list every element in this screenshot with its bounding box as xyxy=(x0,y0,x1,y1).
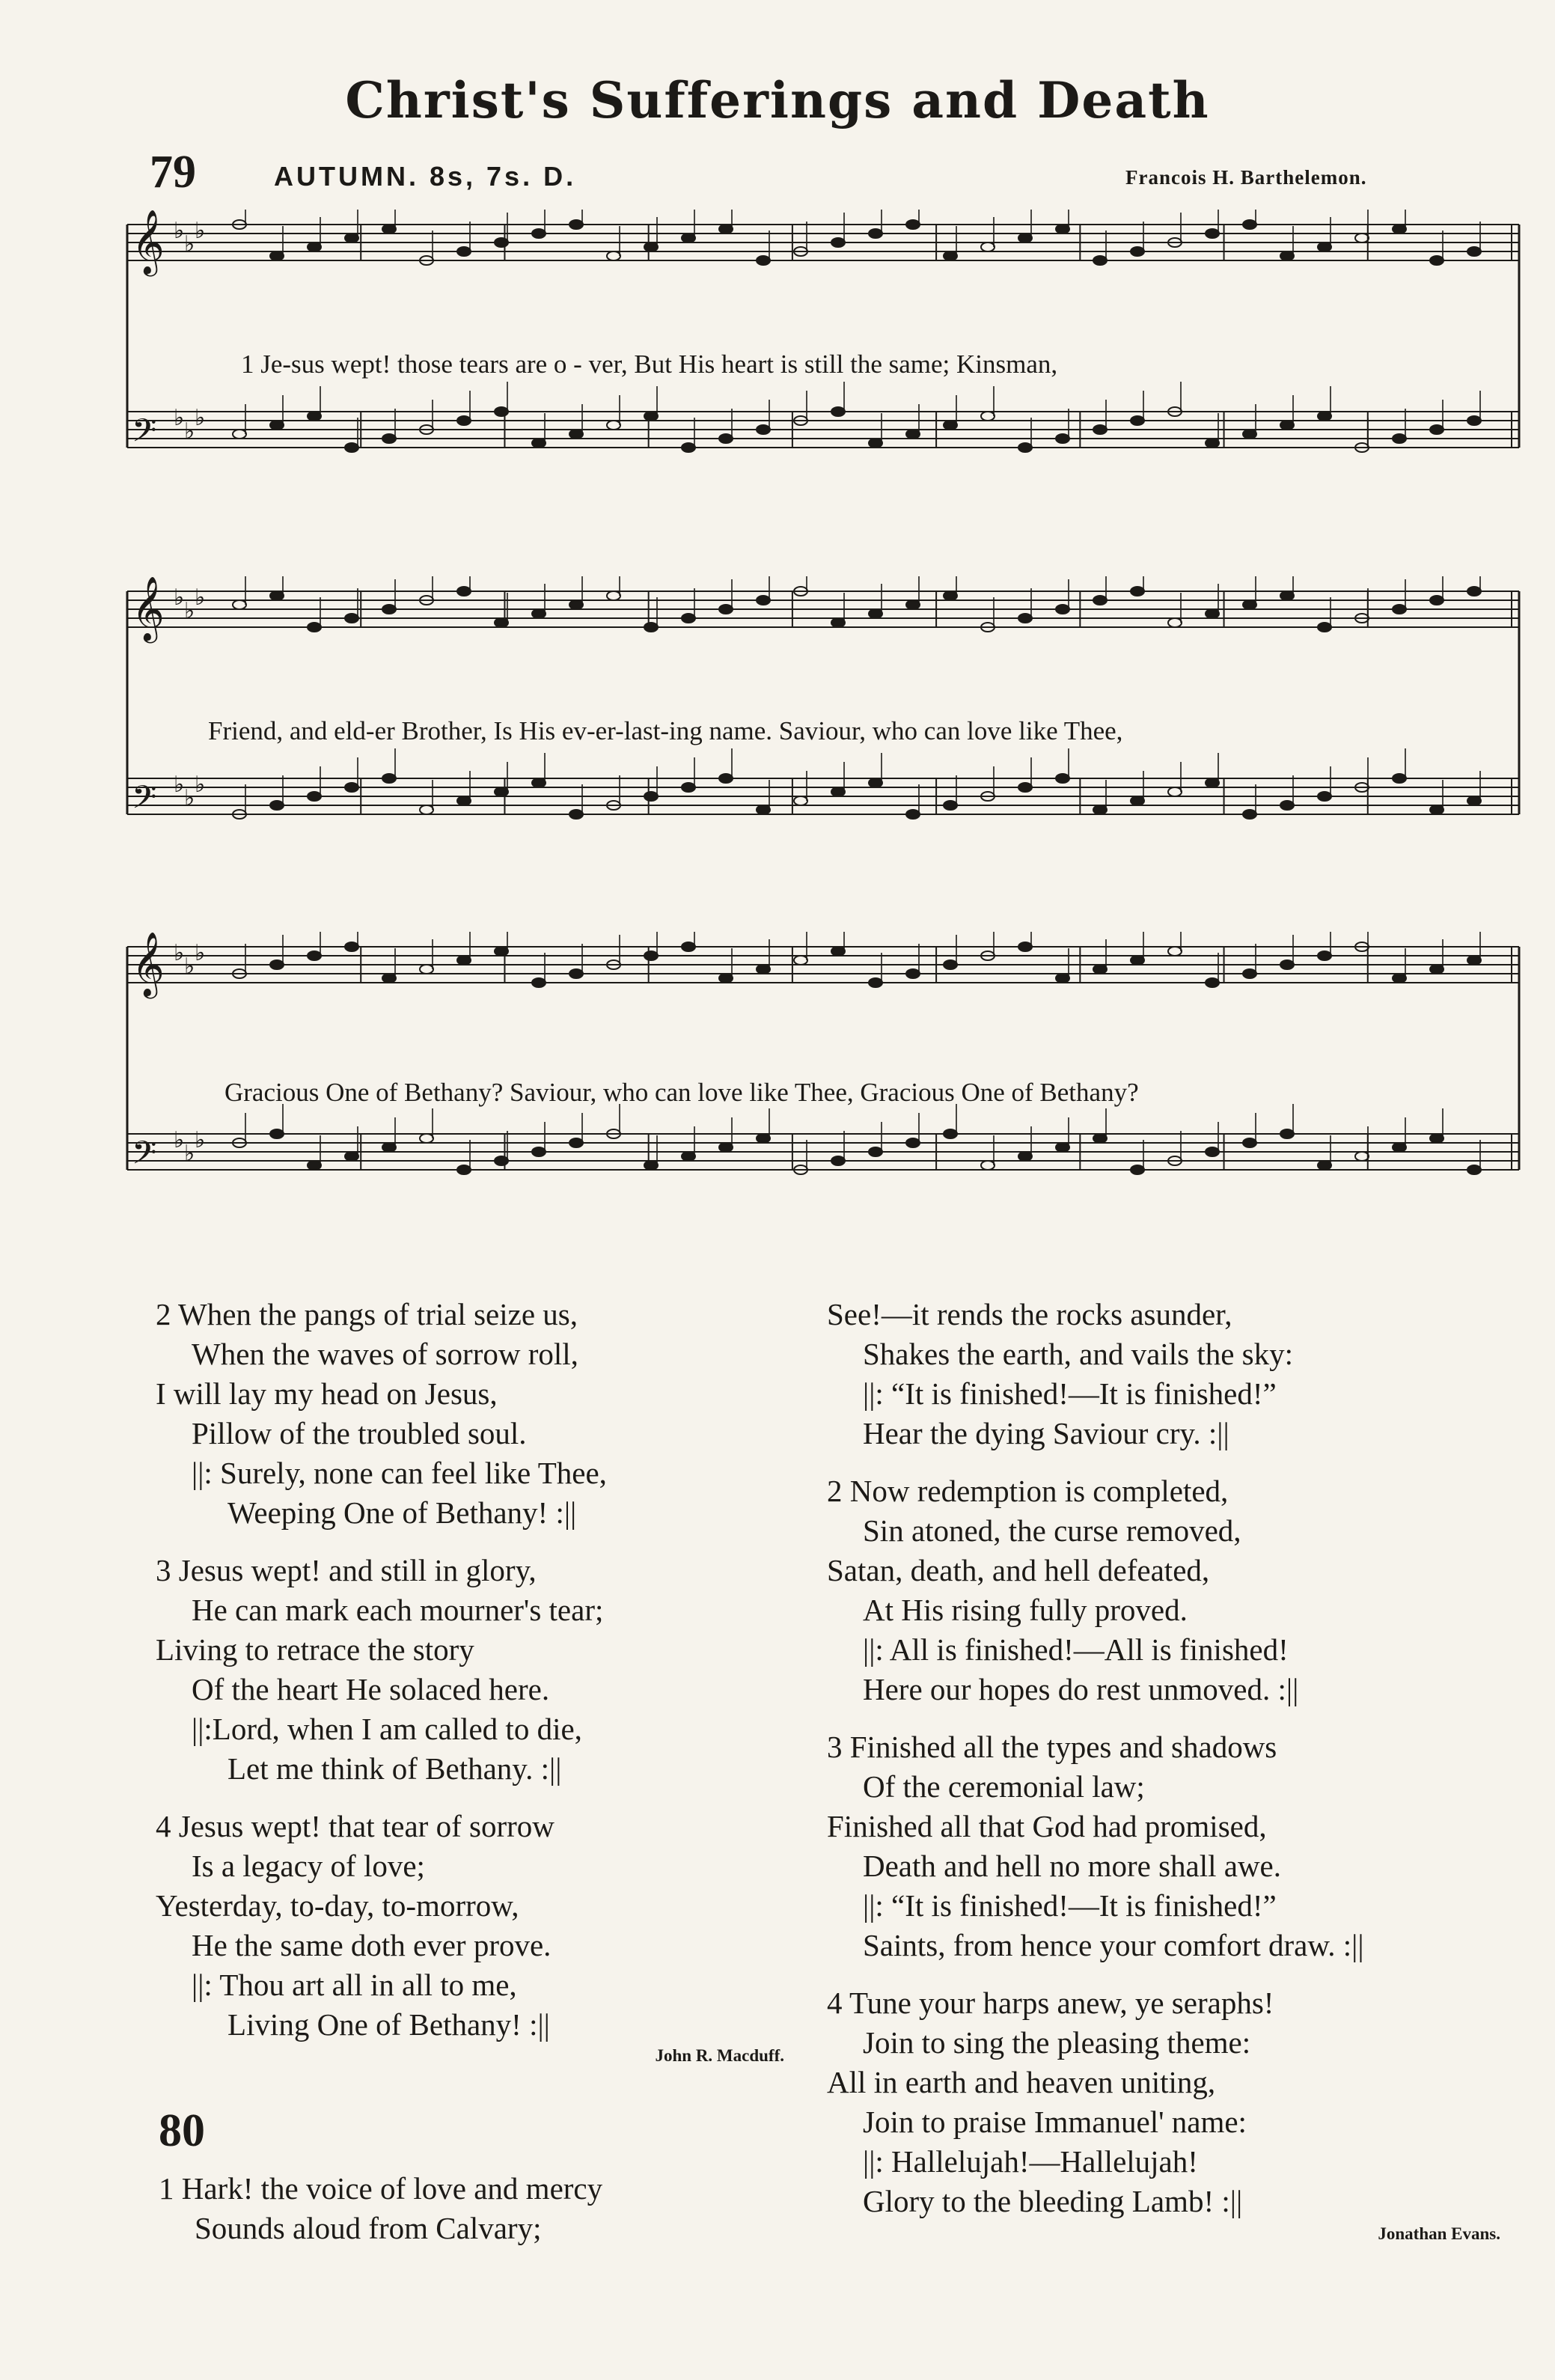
stanza xyxy=(156,1807,784,2075)
verse-line: Hear the dying Saviour cry. :|| xyxy=(863,1416,1229,1450)
verse-line: 3 Finished all the types and shadows xyxy=(827,1730,1277,1764)
verse-line: All in earth and heaven uniting, xyxy=(827,2065,1216,2099)
composer-credit: Francois H. Barthelemon. xyxy=(1125,166,1367,189)
svg-text:♭: ♭ xyxy=(195,941,206,965)
svg-text:𝄞: 𝄞 xyxy=(132,932,165,996)
svg-text:♭: ♭ xyxy=(195,1128,206,1153)
verse-line: ||: All is finished!—All is finished! xyxy=(863,1632,1289,1667)
verse-line: Sounds aloud from Calvary; xyxy=(195,2211,542,2245)
verse-line: He the same doth ever prove. xyxy=(192,1928,552,1962)
verse-line: Saints, from hence your comfort draw. :|| xyxy=(863,1928,1364,1962)
verse-line: Yesterday, to-day, to-morrow, xyxy=(156,1888,519,1923)
svg-text:𝄢: 𝄢 xyxy=(132,1135,157,1180)
verse-line: ||: “It is finished!—It is finished!” xyxy=(863,1888,1277,1923)
svg-text:♭: ♭ xyxy=(195,772,206,797)
svg-text:♭: ♭ xyxy=(195,406,206,430)
verse-line: Living One of Bethany! :|| xyxy=(227,2007,550,2042)
verse-line: Weeping One of Bethany! :|| xyxy=(227,1495,577,1530)
svg-text:♭: ♭ xyxy=(184,1141,195,1166)
svg-text:♭: ♭ xyxy=(184,232,195,257)
verse-line: Death and hell no more shall awe. xyxy=(863,1849,1282,1883)
verse-line: Sin atoned, the curse removed, xyxy=(863,1513,1241,1548)
verse-line: 2 Now redemption is completed, xyxy=(827,1474,1229,1508)
lyric-line-2: Friend, and eld-er Brother, Is His ev-er-last-ing name. Saviour, who can love like Thee, xyxy=(208,716,1123,745)
section-title: Christ's Sufferings and Death xyxy=(345,71,1210,129)
svg-text:♭: ♭ xyxy=(174,772,185,797)
verse-line: See!—it rends the rocks asunder, xyxy=(827,1297,1232,1331)
verse-line: At His rising fully proved. xyxy=(863,1593,1188,1627)
stanza xyxy=(827,1727,1500,1965)
verse-line: ||: “It is finished!—It is finished!” xyxy=(863,1376,1277,1411)
stanza xyxy=(827,1471,1500,1709)
svg-text:𝄢: 𝄢 xyxy=(132,779,157,824)
verse-line: Join to praise Immanuel' name: xyxy=(863,2105,1247,2139)
svg-text:♭: ♭ xyxy=(174,585,185,610)
stanza xyxy=(827,1295,1500,1453)
verse-line: Here our hopes do rest unmoved. :|| xyxy=(863,1672,1299,1706)
hymn-number: 79 xyxy=(150,147,196,198)
verse-line: ||: Hallelujah!—Hallelujah! xyxy=(863,2144,1198,2179)
verse-line: 1 Hark! the voice of love and mercy xyxy=(159,2171,603,2206)
svg-text:♭: ♭ xyxy=(174,406,185,430)
svg-text:♭: ♭ xyxy=(195,219,206,243)
verse-line: ||: Surely, none can feel like Thee, xyxy=(192,1456,607,1490)
hymn80-first-stanza xyxy=(159,2169,787,2248)
verses-right-column xyxy=(827,1295,1500,2271)
music-system-1 xyxy=(120,210,1527,539)
music-system-2 xyxy=(120,576,1527,906)
svg-text:♭: ♭ xyxy=(174,219,185,243)
verse-line: When the waves of sorrow roll, xyxy=(192,1337,578,1371)
verse-line: Glory to the bleeding Lamb! :|| xyxy=(863,2184,1243,2218)
lyric-line-3: Gracious One of Bethany? Saviour, who can love like Thee, Gracious One of Bethany? xyxy=(224,1078,1139,1107)
verse-line: Let me think of Bethany. :|| xyxy=(227,1751,562,1786)
music-system-3 xyxy=(120,932,1527,1261)
stanza xyxy=(156,1551,784,1789)
svg-text:♭: ♭ xyxy=(184,786,195,811)
svg-text:𝄞: 𝄞 xyxy=(132,210,165,274)
author-credit: John R. Macduff. xyxy=(655,2046,784,2065)
svg-text:♭: ♭ xyxy=(184,419,195,444)
verse-line: Pillow of the troubled soul. xyxy=(192,1416,527,1450)
verse-line: Satan, death, and hell defeated, xyxy=(827,1553,1210,1587)
verse-line: 4 Tune your harps anew, ye seraphs! xyxy=(827,1986,1274,2020)
verse-line: Of the heart He solaced here. xyxy=(192,1672,550,1706)
verse-line: ||: Thou art all in all to me, xyxy=(192,1968,517,2002)
verse-line: Living to retrace the story xyxy=(156,1632,474,1667)
verse-line: I will lay my head on Jesus, xyxy=(156,1376,498,1411)
hymn-number-80: 80 xyxy=(159,2105,205,2156)
svg-text:♭: ♭ xyxy=(184,599,195,623)
verse-line: 2 When the pangs of trial seize us, xyxy=(156,1297,578,1331)
verse-line: 4 Jesus wept! that tear of sorrow xyxy=(156,1809,555,1843)
lyric-line-1: 1 Je-sus wept! those tears are o - ver, But His heart is still the same; Kinsman, xyxy=(241,350,1058,379)
verse-line: Shakes the earth, and vails the sky: xyxy=(863,1337,1294,1371)
tune-name: AUTUMN. 8s, 7s. D. xyxy=(274,161,577,192)
verses-left-column xyxy=(156,1295,784,2093)
svg-text:𝄢: 𝄢 xyxy=(132,412,157,457)
svg-text:♭: ♭ xyxy=(184,954,195,979)
svg-text:𝄞: 𝄞 xyxy=(132,576,165,641)
verse-line: 3 Jesus wept! and still in glory, xyxy=(156,1553,537,1587)
author-credit: Jonathan Evans. xyxy=(1378,2224,1500,2243)
verse-line: ||:Lord, when I am called to die, xyxy=(192,1712,582,1746)
verse-line: Of the ceremonial law; xyxy=(863,1769,1145,1804)
verse-line: He can mark each mourner's tear; xyxy=(192,1593,604,1627)
stanza xyxy=(827,1983,1500,2254)
svg-text:♭: ♭ xyxy=(195,585,206,610)
svg-text:♭: ♭ xyxy=(174,1128,185,1153)
stanza xyxy=(156,1295,784,1533)
verse-line: Join to sing the pleasing theme: xyxy=(863,2025,1251,2060)
verse-line: Is a legacy of love; xyxy=(192,1849,425,1883)
svg-text:♭: ♭ xyxy=(174,941,185,965)
verse-line: Finished all that God had promised, xyxy=(827,1809,1267,1843)
